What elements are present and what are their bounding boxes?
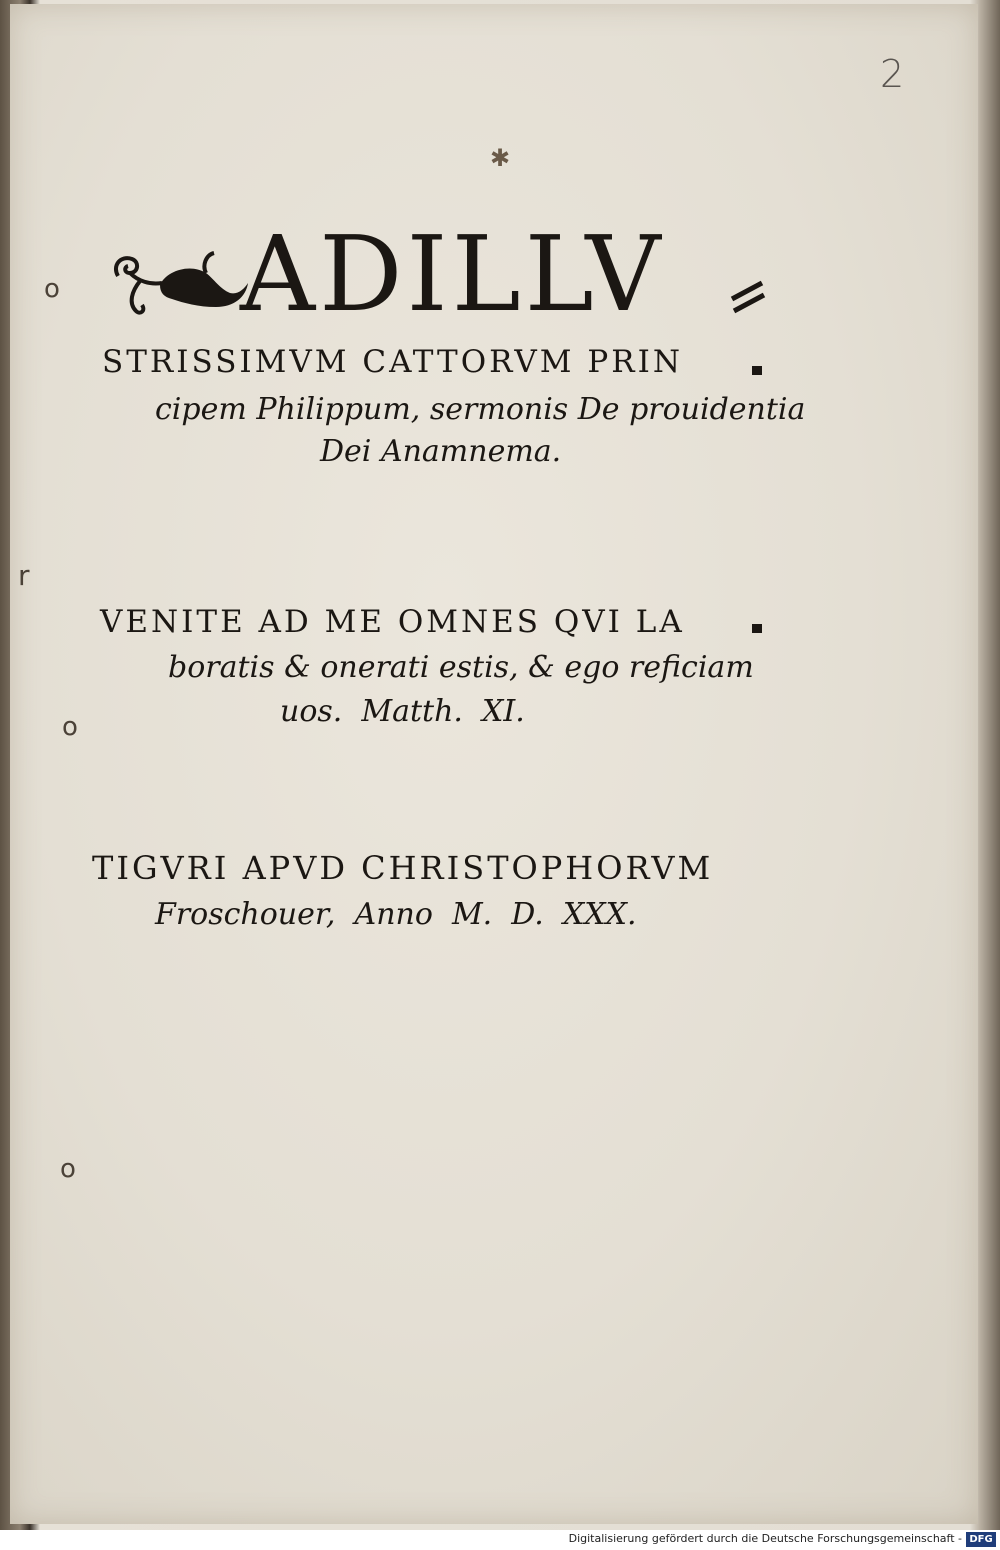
title-line-1: STRISSIMVM CATTORVM PRIN [102,344,683,380]
line-hyphen [752,624,762,633]
book-page [10,4,978,1524]
motto-line-1: VENITE AD ME OMNES QVI LA [100,604,685,640]
margin-mark: ο [62,712,78,742]
imprint-line-1: TIGVRI APVD CHRISTOPHORVM [92,849,714,887]
imprint-line-2: Froschouer, Anno M. D. XXX. [155,897,637,932]
title-line-3: Dei Anamnema. [320,434,562,469]
star-ornament: ✱ [490,144,511,172]
line-hyphen [752,366,762,375]
footer-credit: Digitalisierung gefördert durch die Deutsche Forschungsgemeinschaft - [568,1532,962,1545]
hyphen-mark-icon [728,277,768,317]
title-line-2: cipem Philippum, sermonis De prouidentia [155,392,806,427]
motto-line-3: uos. Matth. XI. [280,694,525,729]
motto-line-2: boratis & onerati estis, & ego reficiam [168,650,754,685]
margin-mark: ο [44,274,60,304]
folio-number: 2 [880,52,905,96]
dfg-logo: DFG [966,1532,996,1547]
margin-mark: r [18,559,30,592]
margin-mark: ο [60,1154,76,1184]
leaf-ornament-icon [110,241,250,321]
bleed-through-text [105,934,755,1254]
footer-bar [0,1530,1000,1550]
title-line [110,213,790,335]
title-large: ADILLV [240,213,665,335]
